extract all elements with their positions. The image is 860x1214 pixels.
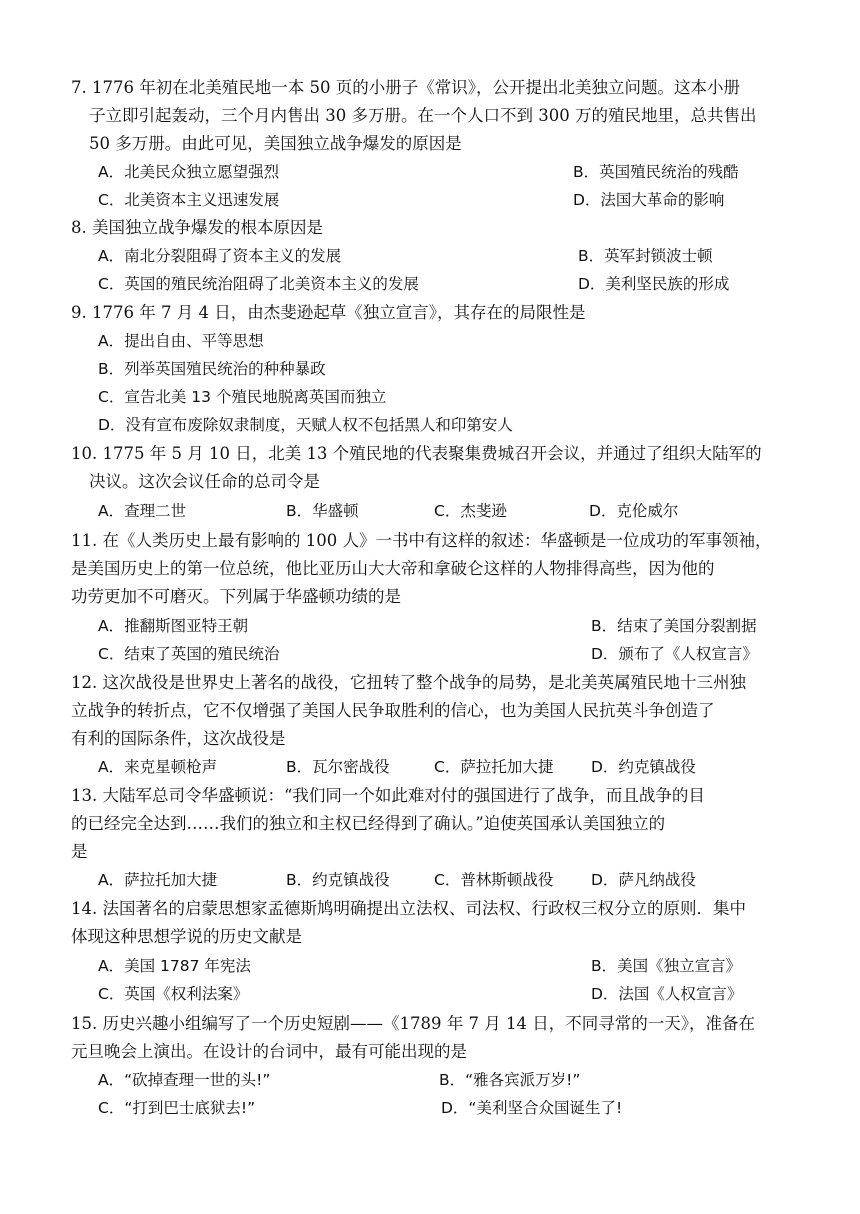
option-c[interactable]: C．结束了英国的殖民统治 <box>98 645 280 663</box>
option-b[interactable]: B．列举英国殖民统治的种种暴政 <box>98 360 326 378</box>
question-stem-line: 13. 大陆军总司令华盛顿说：“我们同一个如此难对付的强国进行了战争，而且战争的目 <box>71 786 705 805</box>
option-c[interactable]: C．北美资本主义迅速发展 <box>98 191 280 209</box>
option-a[interactable]: A．“砍掉查理一世的头!” <box>98 1071 271 1089</box>
question-stem-line: 8. 美国独立战争爆发的根本原因是 <box>71 218 323 237</box>
option-a[interactable]: A．南北分裂阻碍了资本主义的发展 <box>98 247 342 265</box>
question-stem-line: 是美国历史上的第一位总统，他比亚历山大大帝和拿破仑这样的人物排得高些，因为他的 <box>71 559 715 578</box>
option-c[interactable]: C．英国《权利法案》 <box>98 985 249 1003</box>
option-c[interactable]: C．英国的殖民统治阻碍了北美资本主义的发展 <box>98 275 419 293</box>
option-d[interactable]: D．“美利坚合众国诞生了! <box>441 1099 623 1117</box>
option-c[interactable]: C．“打到巴士底狱去!” <box>98 1099 256 1117</box>
option-d[interactable]: D．颁布了《人权宣言》 <box>591 645 758 663</box>
question-stem-line: 的已经完全达到……我们的独立和主权已经得到了确认。”迫使英国承认美国独立的 <box>71 814 666 833</box>
option-c[interactable]: C．普林斯顿战役 <box>434 871 554 889</box>
option-d[interactable]: D．没有宣布废除奴隶制度，天赋人权不包括黑人和印第安人 <box>98 416 513 434</box>
option-b[interactable]: B．约克镇战役 <box>286 871 390 889</box>
question-stem-line: 是 <box>71 842 88 861</box>
option-a[interactable]: A．北美民众独立愿望强烈 <box>98 163 280 181</box>
option-a[interactable]: A．萨拉托加大捷 <box>98 871 218 889</box>
question-stem-line: 子立即引起轰动，三个月内售出 30 多万册。在一个人口不到 300 万的殖民地里，总共售出 <box>89 106 757 125</box>
question-stem-line: 决议。这次会议任命的总司令是 <box>89 472 320 491</box>
option-a[interactable]: A．查理二世 <box>98 502 187 520</box>
option-a[interactable]: A．提出自由、平等思想 <box>98 332 264 350</box>
option-d[interactable]: D．约克镇战役 <box>591 758 696 776</box>
option-a[interactable]: A．美国 1787 年宪法 <box>98 957 251 975</box>
option-c[interactable]: C．杰斐逊 <box>434 502 507 520</box>
question-stem-line: 15. 历史兴趣小组编写了一个历史短剧——《1789 年 7 月 14 日，不同寻常的一天》，准备在 <box>71 1014 755 1033</box>
question-stem-line: 10. 1775 年 5 月 10 日，北美 13 个殖民地的代表聚集费城召开会议，并通过了组织大陆军的 <box>71 444 762 463</box>
option-b[interactable]: B．结束了美国分裂割据 <box>591 617 757 635</box>
option-d[interactable]: D．法国大革命的影响 <box>573 191 725 209</box>
option-d[interactable]: D．克伦威尔 <box>589 502 679 520</box>
option-b[interactable]: B．英军封锁波士顿 <box>578 247 713 265</box>
option-b[interactable]: B．英国殖民统治的残酷 <box>573 163 739 181</box>
question-stem-line: 50 多万册。由此可见，美国独立战争爆发的原因是 <box>89 134 462 153</box>
option-b[interactable]: B．美国《独立宣言》 <box>591 957 742 975</box>
option-a[interactable]: A．来克星顿枪声 <box>98 758 218 776</box>
question-stem-line: 9. 1776 年 7 月 4 日，由杰斐逊起草《独立宣言》，其存在的局限性是 <box>71 303 586 322</box>
question-stem-line: 元旦晚会上演出。在设计的台词中，最有可能出现的是 <box>71 1042 467 1061</box>
question-stem-line: 14. 法国著名的启蒙思想家孟德斯鸠明确提出立法权、司法权、行政权三权分立的原则．集中 <box>71 899 746 918</box>
question-stem-line: 有利的国际条件，这次战役是 <box>71 729 286 748</box>
option-c[interactable]: C．宣告北美 13 个殖民地脱离英国而独立 <box>98 388 387 406</box>
question-stem-line: 7. 1776 年初在北美殖民地一本 50 页的小册子《常识》，公开提出北美独立问题。这本小册 <box>71 78 740 97</box>
option-b[interactable]: B．华盛顿 <box>286 502 359 520</box>
option-b[interactable]: B．瓦尔密战役 <box>286 758 390 776</box>
option-d[interactable]: D．美利坚民族的形成 <box>578 275 730 293</box>
question-stem-line: 功劳更加不可磨灭。下列属于华盛顿功绩的是 <box>71 587 401 606</box>
option-c[interactable]: C．萨拉托加大捷 <box>434 758 554 776</box>
question-stem-line: 12. 这次战役是世界史上著名的战役，它扭转了整个战争的局势，是北美英属殖民地十三州独 <box>71 673 746 692</box>
question-stem-line: 体现这种思想学说的历史文献是 <box>71 927 302 946</box>
question-stem-line: 11. 在《人类历史上最有影响的 100 人》一书中有这样的叙述：华盛顿是一位成功的军事领袖， <box>71 531 772 550</box>
option-d[interactable]: D．萨凡纳战役 <box>591 871 696 889</box>
question-stem-line: 立战争的转折点，它不仅增强了美国人民争取胜利的信心，也为美国人民抗英斗争创造了 <box>71 701 715 720</box>
option-b[interactable]: B．“雅各宾派万岁!” <box>439 1071 581 1089</box>
option-a[interactable]: A．推翻斯图亚特王朝 <box>98 617 249 635</box>
option-d[interactable]: D．法国《人权宣言》 <box>591 985 743 1003</box>
